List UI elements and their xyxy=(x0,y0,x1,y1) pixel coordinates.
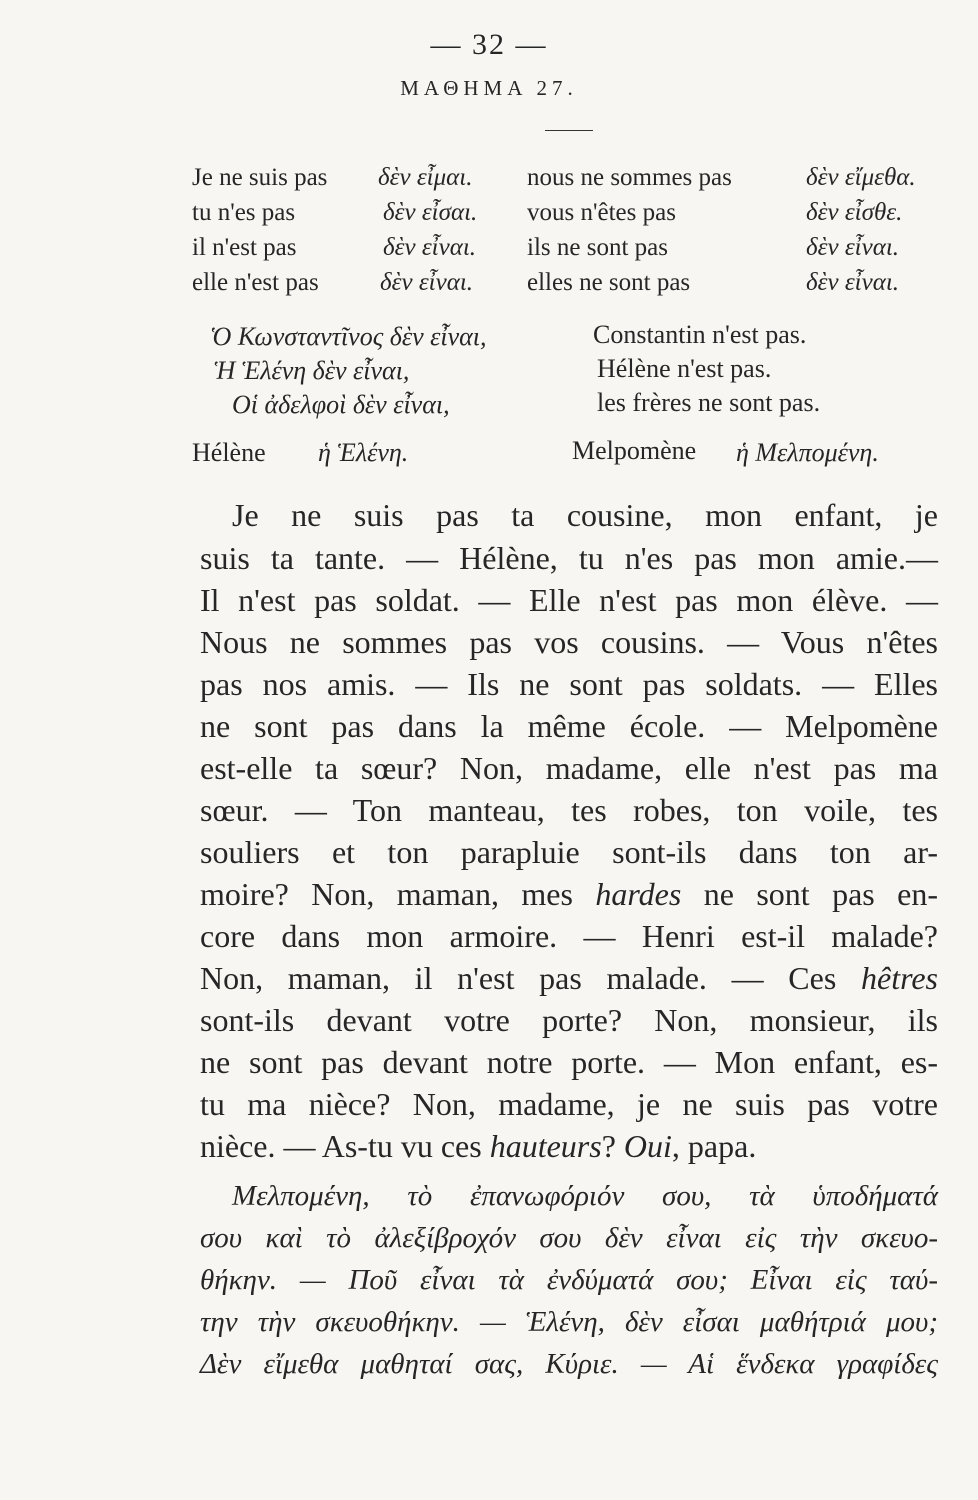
vocab-gr: ἡ Ἑλένη. xyxy=(318,438,409,467)
french-text-line xyxy=(200,666,938,703)
conjugation-fr: elle n'est pas xyxy=(192,269,319,296)
text-segment: ne sont pas en- xyxy=(681,876,939,912)
french-text-line xyxy=(200,708,938,745)
text-segment: Il n'est pas soldat. — Elle n'est pas mon élève. — xyxy=(200,582,938,618)
example-gr: Ἡ Ἑλένη δὲν εἶναι, xyxy=(214,356,410,385)
french-text-line xyxy=(200,582,938,619)
french-text-line xyxy=(200,1002,938,1039)
french-text-line xyxy=(200,1128,938,1165)
french-text-line xyxy=(200,792,938,829)
greek-text-line: Μελπομένη, τὸ ἐπανωφόριόν σου, τὰ ὑποδήματά xyxy=(232,1180,938,1212)
vocab-fr: Melpomène xyxy=(572,436,697,465)
conjugation-gr: δὲν εἶμαι. xyxy=(378,164,473,191)
conjugation-gr: δὲν εἶναι. xyxy=(806,269,900,296)
text-segment: ne sont pas devant notre porte. — Mon enfant, es- xyxy=(200,1044,938,1080)
example-gr: Ὁ Κωνσταντῖνος δὲν εἶναι, xyxy=(210,322,487,351)
text-segment: ne sont pas dans la même école. — Melpomène xyxy=(200,708,938,744)
example-gr: Οἱ ἀδελφοὶ δὲν εἶναι, xyxy=(232,390,450,419)
greek-text-line: σου καὶ τὸ ἀλεξίβροχόν σου δὲν εἶναι εἰς τὴν σκευο- xyxy=(200,1222,938,1254)
text-segment: Nous ne sommes pas vos cousins. — Vous n'êtes xyxy=(200,624,938,660)
conjugation-gr: δὲν εἶναι. xyxy=(380,269,474,296)
text-segment: ? xyxy=(601,1128,624,1164)
conjugation-gr: δὲν εἶσαι. xyxy=(383,199,478,226)
italic-word: hauteurs xyxy=(489,1128,602,1164)
french-text-line xyxy=(200,750,938,787)
title-divider xyxy=(545,130,593,131)
text-segment: Je ne suis pas ta cousine, mon enfant, je xyxy=(232,497,938,533)
french-text-line xyxy=(200,1086,938,1123)
greek-text-line: Δὲν εἴμεθα μαθηταί σας, Κύριε. — Αἱ ἕνδεκα γραφίδες xyxy=(200,1348,938,1380)
text-segment: tu ma nièce? Non, madame, je ne suis pas votre xyxy=(200,1086,938,1122)
text-segment: suis ta tante. — Hélène, tu n'es pas mon amie.— xyxy=(200,540,938,576)
greek-text-line: θήκην. — Ποῦ εἶναι τὰ ἐνδύματά σου; Εἶναι εἰς ταύ- xyxy=(200,1264,938,1296)
text-segment: nièce. — As-tu vu ces xyxy=(200,1128,490,1164)
page-number: — 32 — xyxy=(430,28,548,61)
french-text-line xyxy=(200,834,938,871)
example-fr: Hélène n'est pas. xyxy=(597,354,772,383)
conjugation-fr: elles ne sont pas xyxy=(527,269,691,296)
french-text-line xyxy=(200,624,938,661)
conjugation-gr: δὲν εἶσθε. xyxy=(806,199,903,226)
conjugation-gr: δὲν εἶναι. xyxy=(806,234,900,261)
conjugation-gr: δὲν εἶναι. xyxy=(383,234,477,261)
french-text-line xyxy=(200,918,938,955)
conjugation-fr: Je ne suis pas xyxy=(192,164,328,191)
text-segment: moire? Non, maman, mes xyxy=(200,876,596,912)
text-segment: est-elle ta sœur? Non, madame, elle n'est pas ma xyxy=(200,750,938,786)
vocab-gr: ἡ Μελπομένη. xyxy=(736,438,879,467)
text-segment: core dans mon armoire. — Henri est-il malade? xyxy=(200,918,938,954)
conjugation-fr: nous ne sommes pas xyxy=(527,164,732,191)
text-segment: sœur. — Ton manteau, tes robes, ton voile, tes xyxy=(200,792,938,828)
french-text-line xyxy=(200,960,938,997)
italic-word: hardes xyxy=(595,876,682,912)
vocab-fr: Hélène xyxy=(192,438,266,467)
example-fr: Constantin n'est pas. xyxy=(593,320,807,349)
french-text-line xyxy=(200,876,938,913)
french-text-line xyxy=(232,497,938,534)
text-segment: sont-ils devant votre porte? Non, monsieur, ils xyxy=(200,1002,938,1038)
text-segment: souliers et ton parapluie sont-ils dans ton ar- xyxy=(200,834,938,870)
greek-text-line: την τὴν σκευοθήκην. — Ἑλένη, δὲν εἶσαι μαθήτριά μου; xyxy=(200,1306,938,1338)
conjugation-fr: vous n'êtes pas xyxy=(527,199,676,226)
text-segment: Non, maman, il n'est pas malade. — Ces xyxy=(200,960,861,996)
text-segment: pas nos amis. — Ils ne sont pas soldats. — Elles xyxy=(200,666,938,702)
french-text-line xyxy=(200,1044,938,1081)
example-fr: les frères ne sont pas. xyxy=(597,388,821,417)
conjugation-fr: il n'est pas xyxy=(192,234,297,261)
conjugation-fr: tu n'es pas xyxy=(192,199,296,226)
text-segment: , papa. xyxy=(671,1128,757,1164)
italic-word: hêtres xyxy=(860,960,938,996)
conjugation-fr: ils ne sont pas xyxy=(527,234,668,261)
french-text-line xyxy=(200,540,938,577)
conjugation-gr: δὲν εἴμεθα. xyxy=(806,164,916,191)
lesson-title: ΜΑΘΗΜΑ 27. xyxy=(400,76,578,100)
italic-word: Oui xyxy=(623,1128,672,1164)
